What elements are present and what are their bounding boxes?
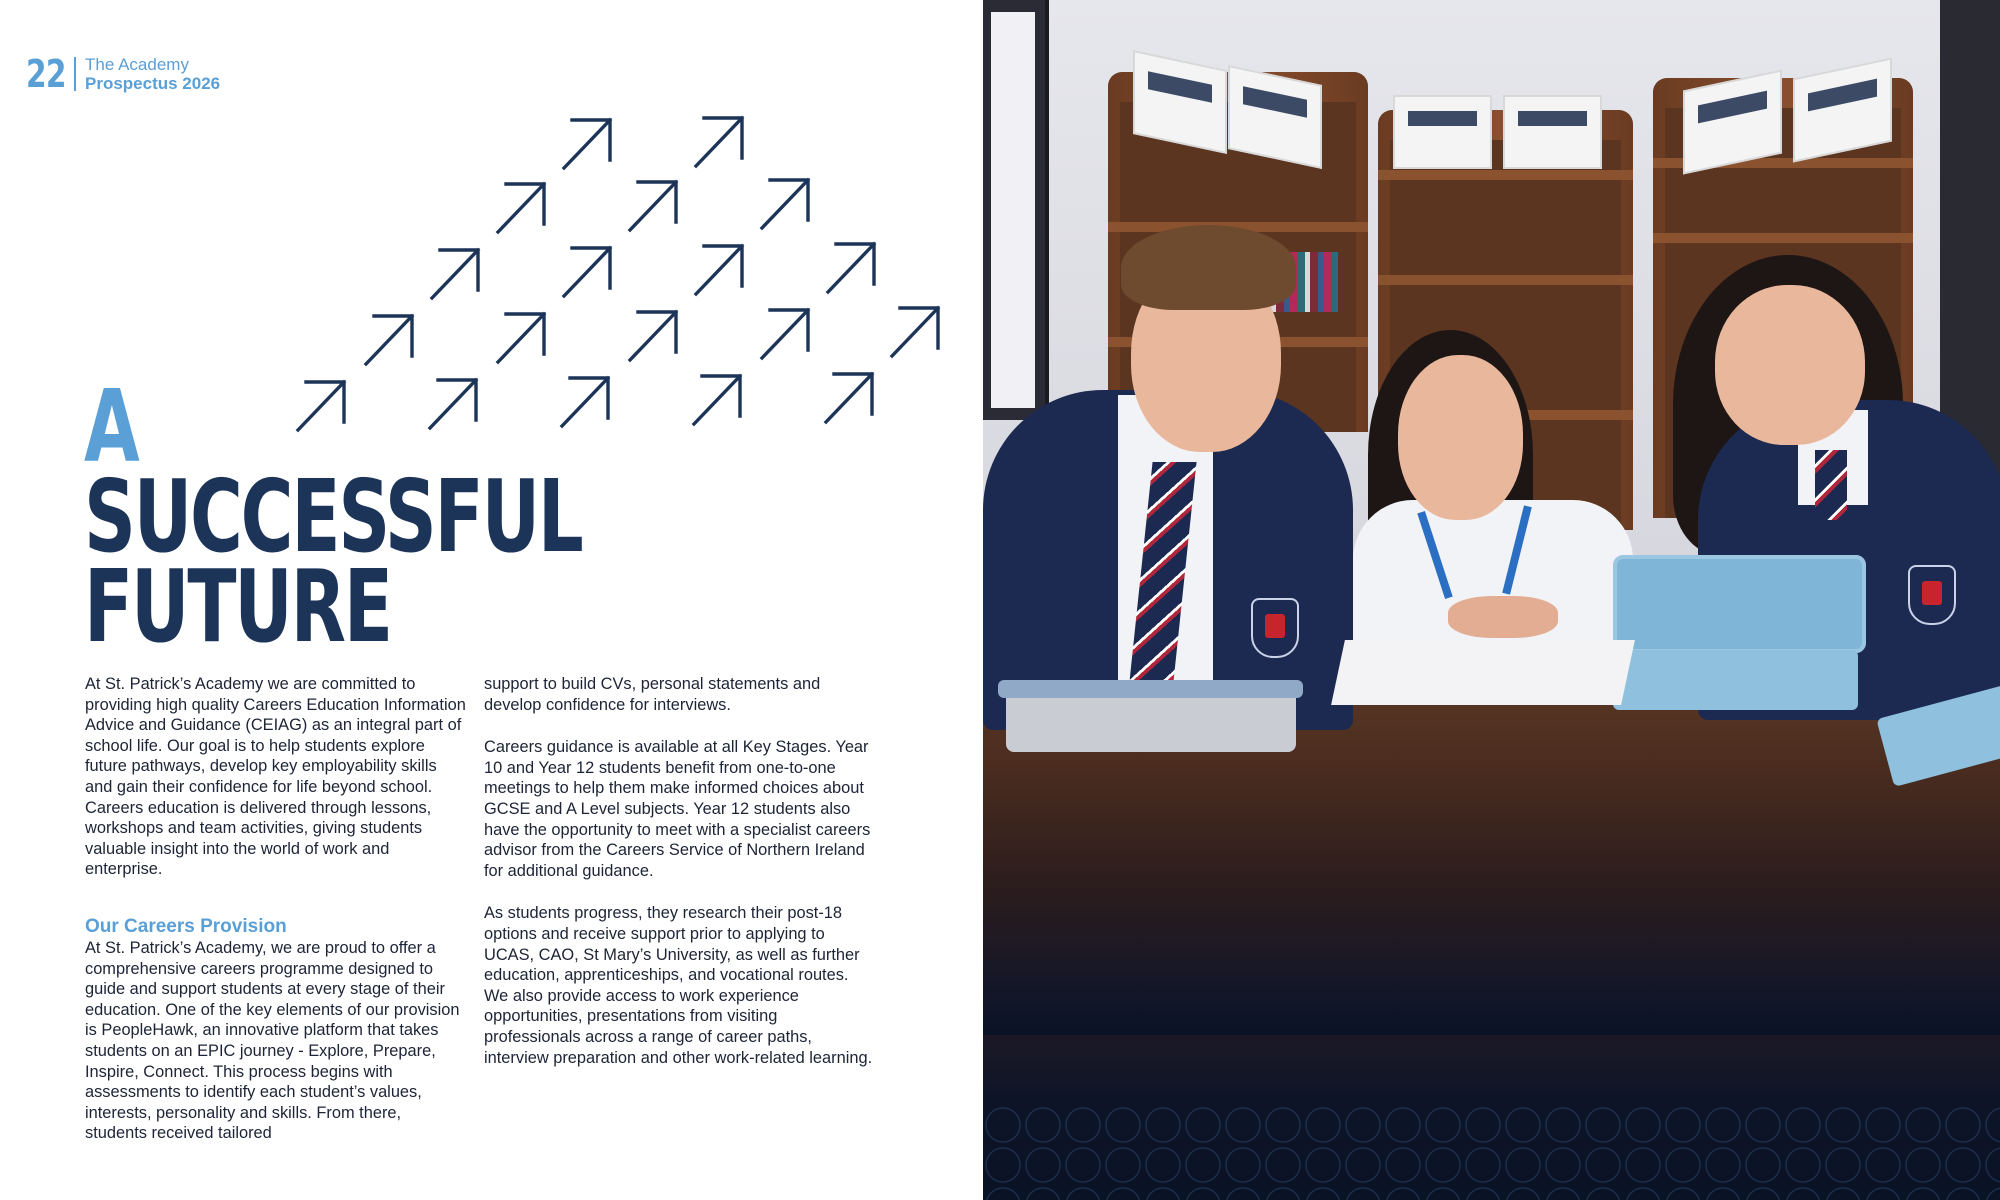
careers-photo bbox=[983, 0, 2000, 1200]
headline-line-future: FUTURE bbox=[84, 548, 391, 665]
photo-school-crest bbox=[1251, 598, 1299, 658]
intro-paragraph: At St. Patrick’s Academy we are committed to providing high quality Careers Education Information Advice and Guidance (CEIAG) as an integral part of school life. Our goal is to help students explore future pathways, develop key employability skills and gain their confidence for life beyond school. Careers education is delivered through lessons, workshops and team activities, giving students valuable insight into the world of work and enterprise. bbox=[85, 675, 466, 879]
header-divider bbox=[74, 57, 76, 91]
arrow-up-right-icon bbox=[826, 374, 872, 422]
section-subheading: Our Careers Provision bbox=[85, 915, 287, 937]
arrow-up-right-icon bbox=[696, 118, 742, 166]
photo-tablet bbox=[1613, 555, 1866, 653]
photo-decorative-pattern bbox=[983, 1105, 2000, 1200]
arrow-up-right-icon bbox=[892, 308, 938, 356]
arrow-up-right-icon bbox=[828, 244, 874, 292]
arrow-up-right-icon bbox=[696, 246, 742, 294]
headline-line-a: A bbox=[84, 368, 138, 485]
left-page bbox=[0, 0, 983, 1200]
photo-booklet bbox=[1331, 640, 1635, 705]
body-column-1 bbox=[85, 674, 467, 1144]
arrow-up-right-icon bbox=[366, 316, 412, 364]
arrow-up-right-icon bbox=[762, 310, 808, 358]
arrow-up-right-icon bbox=[762, 180, 808, 228]
photo-noticeboard bbox=[983, 0, 1049, 420]
photo-school-crest bbox=[1908, 565, 1956, 625]
column2-paragraph-1: support to build CVs, personal statements and develop confidence for interviews. bbox=[484, 675, 821, 714]
arrow-up-right-icon bbox=[630, 312, 676, 360]
photo-brochure bbox=[1393, 95, 1492, 169]
arrow-up-right-icon bbox=[498, 314, 544, 362]
provision-paragraph: At St. Patrick’s Academy, we are proud to offer a comprehensive careers programme designed to guide and support students at every stage of their education. One of the key elements of our provision is PeopleHawk, an innovative platform that takes students on an EPIC journey - Explore, Prepare, Inspire, Connect. This process begins with assessments to identify each student’s values, interests, personality and skills. From there, students received tailored bbox=[85, 938, 460, 1143]
headline-line-successful: SUCCESSFUL bbox=[84, 458, 582, 575]
page-header bbox=[26, 52, 221, 96]
column2-paragraph-3: As students progress, they research their post-18 options and receive support prior to applying to UCAS, CAO, St Mary’s University, as well as further education, apprenticeships, and vocational routes. We also provide access to work experience opportunities, presentations from visiting professionals across a range of career paths, interview preparation and other work-related learning. bbox=[484, 904, 873, 1067]
photo-pencil-case bbox=[1006, 690, 1296, 752]
arrow-up-right-icon bbox=[564, 120, 610, 168]
arrow-up-right-icon bbox=[630, 182, 676, 230]
arrow-up-right-icon bbox=[432, 250, 478, 298]
publication-title-line2: Prospectus 2026 bbox=[85, 74, 221, 93]
photo-brochure bbox=[1503, 95, 1602, 169]
publication-title bbox=[85, 55, 220, 93]
publication-title-line1: The Academy bbox=[85, 55, 189, 74]
column2-paragraph-2: Careers guidance is available at all Key Stages. Year 10 and Year 12 students benefit from one-to-one meetings to help them make informed choices about GCSE and A Level subjects. Year 12 students also have the opportunity to meet with a specialist careers advisor from the Careers Service of Northern Ireland for additional guidance. bbox=[484, 738, 871, 880]
body-column-2 bbox=[484, 674, 874, 1068]
arrow-up-right-icon bbox=[498, 184, 544, 232]
arrow-up-right-icon bbox=[564, 248, 610, 296]
page-number: 22 bbox=[26, 52, 66, 96]
page-headline bbox=[84, 368, 775, 665]
